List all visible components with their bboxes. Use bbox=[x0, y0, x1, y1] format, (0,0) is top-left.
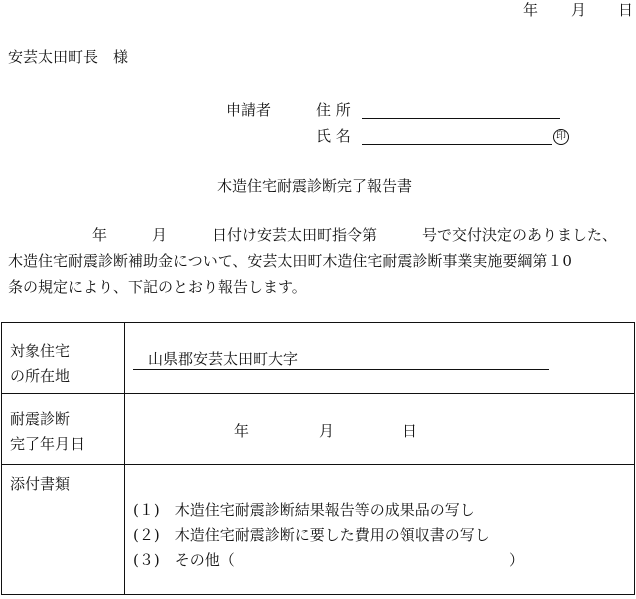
seal-mark: 印 bbox=[553, 129, 569, 145]
body-line-1: 年 月 日付け安芸太田町指令第 号で交付決定のありました、 bbox=[92, 226, 618, 244]
header-date bbox=[0, 3, 636, 21]
completion-date-year: 年 bbox=[234, 422, 250, 440]
location-underline bbox=[133, 369, 549, 370]
attachment-item-3-close: ） bbox=[509, 551, 525, 569]
body-line-3: 条の規定により、下記のとおり報告します。 bbox=[8, 278, 307, 296]
header-date-day: 日 bbox=[618, 1, 634, 19]
address-line bbox=[362, 118, 560, 119]
completion-date-day: 日 bbox=[402, 422, 418, 440]
name-label: 氏 名 bbox=[316, 127, 351, 145]
report-table bbox=[1, 322, 635, 595]
attachments-label: 添付書類 bbox=[10, 475, 71, 493]
table-row bbox=[2, 323, 635, 394]
addressee: 安芸太田町長 様 bbox=[8, 48, 129, 66]
document-title: 木造住宅耐震診断完了報告書 bbox=[217, 177, 413, 195]
attachment-item-1: (１) 木造住宅耐震診断結果報告等の成果品の写し bbox=[133, 501, 475, 519]
completion-label-cell bbox=[2, 394, 125, 465]
table-row bbox=[2, 465, 635, 595]
location-label-line-1: 対象住宅 bbox=[10, 342, 71, 360]
location-value-cell bbox=[125, 323, 635, 394]
completion-date-cell bbox=[125, 394, 635, 465]
completion-label-line-2: 完了年月日 bbox=[10, 435, 86, 453]
header-date-month: 月 bbox=[571, 1, 587, 19]
attachments-label-cell bbox=[2, 465, 125, 595]
table-row bbox=[2, 394, 635, 465]
header-date-year: 年 bbox=[523, 1, 539, 19]
attachment-item-2: (２) 木造住宅耐震診断に要した費用の領収書の写し bbox=[133, 526, 490, 544]
applicant-label: 申請者 bbox=[226, 101, 272, 119]
name-line bbox=[362, 144, 552, 145]
location-label-cell bbox=[2, 323, 125, 394]
location-value: 山県郡安芸太田町大字 bbox=[148, 350, 299, 368]
attachments-list-cell bbox=[125, 465, 635, 595]
body-line-2: 木造住宅耐震診断補助金について、安芸太田町木造住宅耐震診断事業実施要綱第１0 bbox=[8, 252, 572, 270]
location-label-line-2: の所在地 bbox=[10, 367, 71, 385]
completion-label-line-1: 耐震診断 bbox=[10, 410, 71, 428]
body-paragraph bbox=[8, 222, 634, 300]
attachment-item-3: (３) その他（ bbox=[133, 551, 235, 569]
address-label: 住 所 bbox=[316, 101, 351, 119]
completion-date-month: 月 bbox=[319, 422, 335, 440]
